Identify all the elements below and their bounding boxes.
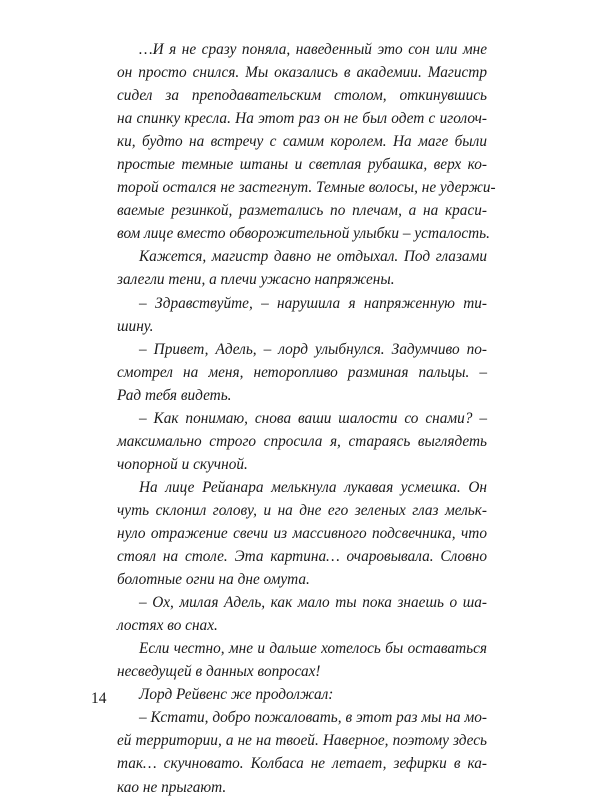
text-line: на спинку кресла. На этот раз он не был одет с иголоч- [117,110,487,128]
text-line: максимально строго спросила я, стараясь выглядеть [117,432,487,450]
text-line: ей территории, а не на твоей. Наверное, поэтому здесь [117,732,487,750]
text-line: торой остался не застегнут. Темные волосы, не удержи- [117,179,496,197]
text-line: болотные огни на дне омута. [117,571,310,589]
text-line: он просто снился. Мы оказались в академии. Магистр [117,64,487,82]
text-line: чопорной и скучной. [117,455,248,473]
text-line: Если честно, мне и дальше хотелось бы оставаться [139,640,487,658]
text-line: Кажется, магистр давно не отдыхал. Под глазами [139,248,487,266]
text-line: простые темные штаны и светлая рубашка, верх ко- [117,156,487,174]
text-line: смотрел на меня, неторопливо разминая пальцы. – [117,363,487,381]
text-line: Рад тебя видеть. [117,386,232,404]
page-number: 14 [91,690,107,707]
text-line: – Как понимаю, снова ваши шалости со снами? – [139,409,487,427]
text-line: так… скучновато. Колбаса не летает, зефирки в ка- [117,755,487,773]
text-line: ваемые резинкой, разметались по плечам, а на краси- [117,202,487,220]
text-line: – Привет, Адель, – лорд улыбнулся. Задумчиво по- [139,340,487,358]
text-line: као не прыгают. [117,778,227,796]
text-line: чуть склонил голову, и на дне его зеленых глаз мельк- [117,501,487,519]
text-line: ки, будто на встречу с самим королем. На маге были [117,133,487,151]
body-text [117,38,496,799]
text-line: – Кстати, добро пожаловать, в этот раз мы на мо- [139,709,487,727]
text-line: Лорд Рейвенс же продолжал: [139,686,334,704]
text-line: лостях во снах. [117,617,218,635]
text-line: …И я не сразу поняла, наведенный это сон или мне [139,41,487,58]
text-line: сидел за преподавательским столом, откинувшись [117,87,487,105]
text-line: вом лице вместо обворожительной улыбки – усталость. [117,225,490,243]
text-line: несведущей в данных вопросах! [117,663,321,681]
text-line: На лице Рейанара мелькнула лукавая усмешка. Он [139,478,487,496]
text-line: – Ох, милая Адель, как мало ты пока знаешь о ша- [139,594,487,612]
text-line: – Здравствуйте, – нарушила я напряженную ти- [139,294,487,312]
text-line: нуло отражение свечи из массивного подсвечника, что [117,524,487,542]
text-line: залегли тени, а плечи ужасно напряжены. [117,271,395,289]
text-line: шину. [117,317,154,335]
text-line: стоял на столе. Эта картина… очаровывала. Словно [117,548,487,566]
